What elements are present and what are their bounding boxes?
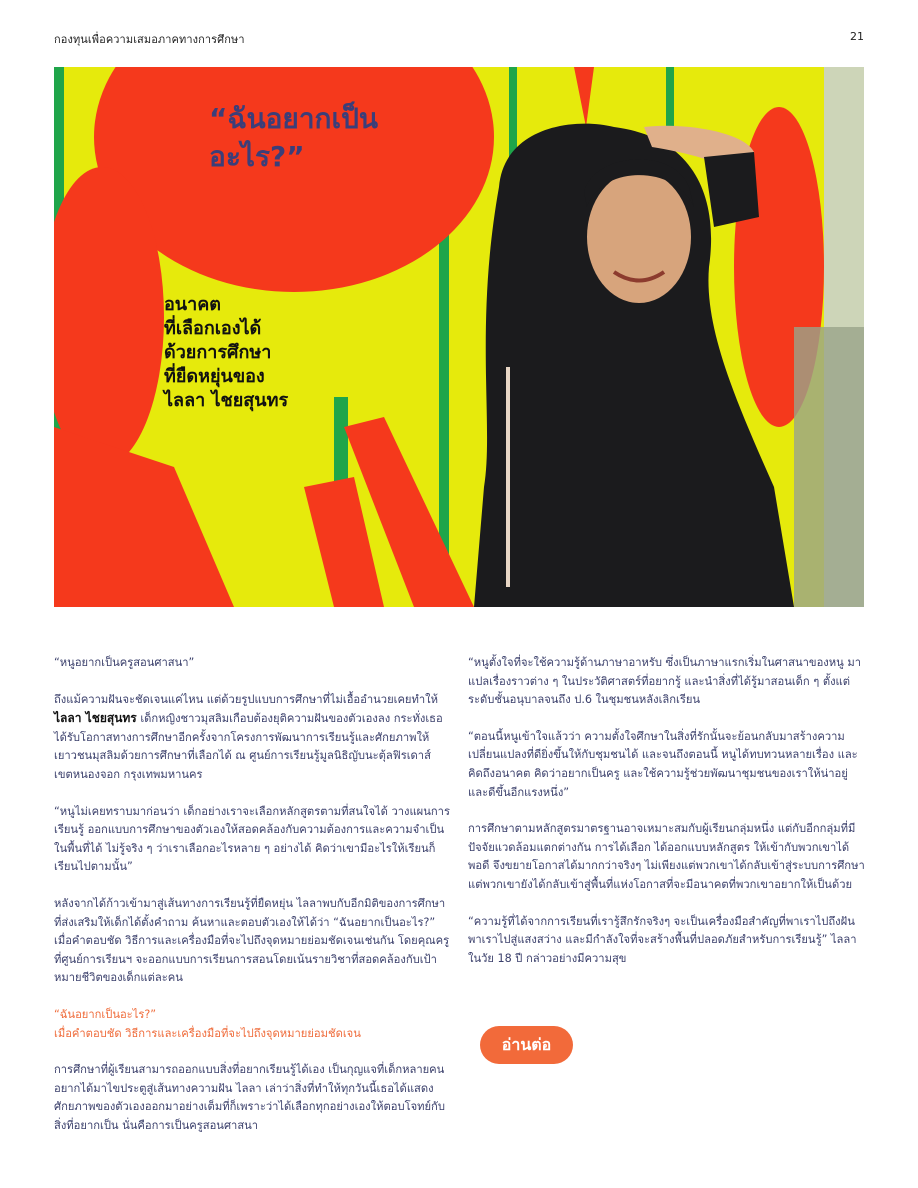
hero-quote-title: “ฉันอยากเป็น อะไร?” bbox=[209, 102, 378, 173]
sidewalk bbox=[794, 327, 864, 607]
paragraph-text: เด็กหญิงชาวมุสลิมเกือบต้องยุติความฝันของตัวเองลง กระทั่งเธอได้รับโอกาสทางการศึกษาอีกครั้งจากโครงการพัฒนาการเรียนรู้และศักยภาพให้เยาวชนมุสลิมด้วยการศึกษาที่เลือกได้ ณ ศูนย์การเรียนรู้มูลนิธิญับนะตุ้ลฟิรเดาส์ เขตหนองจอก กรุงเทพมหานคร bbox=[54, 712, 443, 781]
read-more-button[interactable]: อ่านต่อ bbox=[480, 1026, 573, 1064]
article-left-column bbox=[54, 654, 452, 1153]
article-paragraph: “หนูไม่เคยทราบมาก่อนว่า เด็กอย่างเราจะเลือกหลักสูตรตามที่สนใจได้ วางแผนการเรียนรู้ ออกแบบการศึกษาของตัวเองให้สอดคล้องกับความต้องการและความจำเป็นในพื้นที่ได้ ไม่รู้จริง ๆ ว่าเราเลือกอะไรหลาย ๆ อย่างได้ คิดว่าเขามีอะไรให้เรียนก็เรียนไปตามนั้น” bbox=[54, 804, 450, 874]
paragraph-text: ถึงแม้ความฝันจะชัดเจนแค่ไหน แต่ด้วยรูปแบบการศึกษาที่ไม่เอื้ออำนวยเคยทำให้ bbox=[54, 692, 438, 706]
highlight-line: “ฉันอยากเป็นอะไร?” bbox=[54, 1007, 157, 1021]
header-org: กองทุนเพื่อความเสมอภาคทางการศึกษา bbox=[54, 33, 245, 46]
article-paragraph: “หนูตั้งใจที่จะใช้ความรู้ด้านภาษาอาหรับ ซึ่งเป็นภาษาแรกเริ่มในศาสนาของหนู มาแปลเรื่องราวต่าง ๆ ในประวัติศาสตร์ที่อยากรู้ และนำสิ่งที่ได้รู้มาสอนเด็ก ๆ ตั้งแต่ระดับชั้นอนุบาลจนถึง ป.6 ในชุมชนหลังเลิกเรียน bbox=[468, 656, 861, 707]
hero-photo bbox=[54, 67, 864, 607]
article-paragraph: หลังจากได้ก้าวเข้ามาสู่เส้นทางการเรียนรู้ที่ยืดหยุ่น ไลลาพบกับอีกมิติของการศึกษาที่ส่งเสริมให้เด็กได้ตั้งคำถาม ค้นหาและตอบตัวเองให้ได้ว่า “ฉันอยากเป็นอะไร?” เมื่อคำตอบชัด วิธีการและเครื่องมือที่จะไปถึงจุดหมายย่อมชัดเจนเช่นกัน โดยคุณครูที่ศูนย์การเรียนฯ จะออกแบบการเรียนการสอนโดยเน้นรายวิชาที่สอดคล้องกับเป้าหมายชีวิตของเด็กแต่ละคน bbox=[54, 896, 450, 985]
hero-subtitle: อนาคต ที่เลือกเองได้ ด้วยการศึกษา ที่ยืดหยุ่นของ ไลลา ไชยสุนทร bbox=[164, 294, 289, 411]
face bbox=[587, 171, 691, 303]
highlight-line: เมื่อคำตอบชัด วิธีการและเครื่องมือที่จะไปถึงจุดหมายย่อมชัดเจน bbox=[54, 1026, 361, 1040]
article-right-column bbox=[468, 654, 866, 986]
article-paragraph: “หนูอยากเป็นครูสอนศาสนา” bbox=[54, 656, 195, 669]
page-number: 21 bbox=[850, 30, 864, 43]
article-paragraph: “ความรู้ที่ได้จากการเรียนที่เรารู้สึกรักจริงๆ จะเป็นเครื่องมือสำคัญที่พาเราไปถึงฝัน พาเราไปสู่แสงสว่าง และมีกำลังใจที่จะสร้างพื้นที่ปลอดภัยสำหรับการเรียนรู้” ไลลา ในวัย 18 ปี กล่าวอย่างมีความสุข bbox=[468, 914, 857, 965]
article-paragraph: การศึกษาตามหลักสูตรมาตรฐานอาจเหมาะสมกับผู้เรียนกลุ่มหนึ่ง แต่กับอีกกลุ่มที่มีปัจจัยแวดล้อมแตกต่างกัน การได้เลือก ได้ออกแบบหลักสูตร ให้เข้ากับพวกเขาได้พอดี จึงขยายโอกาสได้มากกว่าจริงๆ ไม่เพียงแต่พวกเขาได้กลับเข้าสู่ระบบการศึกษา แต่พวกเขายังได้กลับเข้าสู่พื้นที่แห่งโอกาสที่จะมีอนาคตที่พวกเขาอยากให้เป็นด้วย bbox=[468, 822, 865, 891]
article-paragraph: “ตอนนี้หนูเข้าใจแล้วว่า ความตั้งใจศึกษาในสิ่งที่รักนั้นจะย้อนกลับมาสร้างความเปลี่ยนแปลงที่ดียิ่งขึ้นให้กับชุมชนได้ และจนถึงตอนนี้ หนูได้ทบทวนหลายเรื่อง และคิดถึงอนาคต คิดว่าอยากเป็นครู และใช้ความรู้ช่วยพัฒนาชุมชนของเราให้น่าอยู่และดีขึ้นอีกแรงหนึ่ง” bbox=[468, 729, 858, 799]
article-paragraph: การศึกษาที่ผู้เรียนสามารถออกแบบสิ่งที่อยากเรียนรู้ได้เอง เป็นกุญแจที่เด็กหลายคนอยากได้มาไขประตูสู่เส้นทางความฝัน ไลลา เล่าว่าสิ่งที่ทำให้ทุกวันนี้เธอได้แสดงศักยภาพของตัวเองออกมาอย่างเต็มที่ก็เพราะว่าได้เลือกทุกอย่างเองให้ตอบโจทย์กับสิ่งที่อยากเป็น นั่นคือการเป็นครูสอนศาสนา bbox=[54, 1063, 445, 1132]
highlight-quote bbox=[54, 1006, 452, 1043]
dress-trim bbox=[506, 367, 510, 587]
article-paragraph bbox=[54, 691, 452, 785]
student-name: ไลลา ไชยสุนทร bbox=[54, 711, 137, 726]
